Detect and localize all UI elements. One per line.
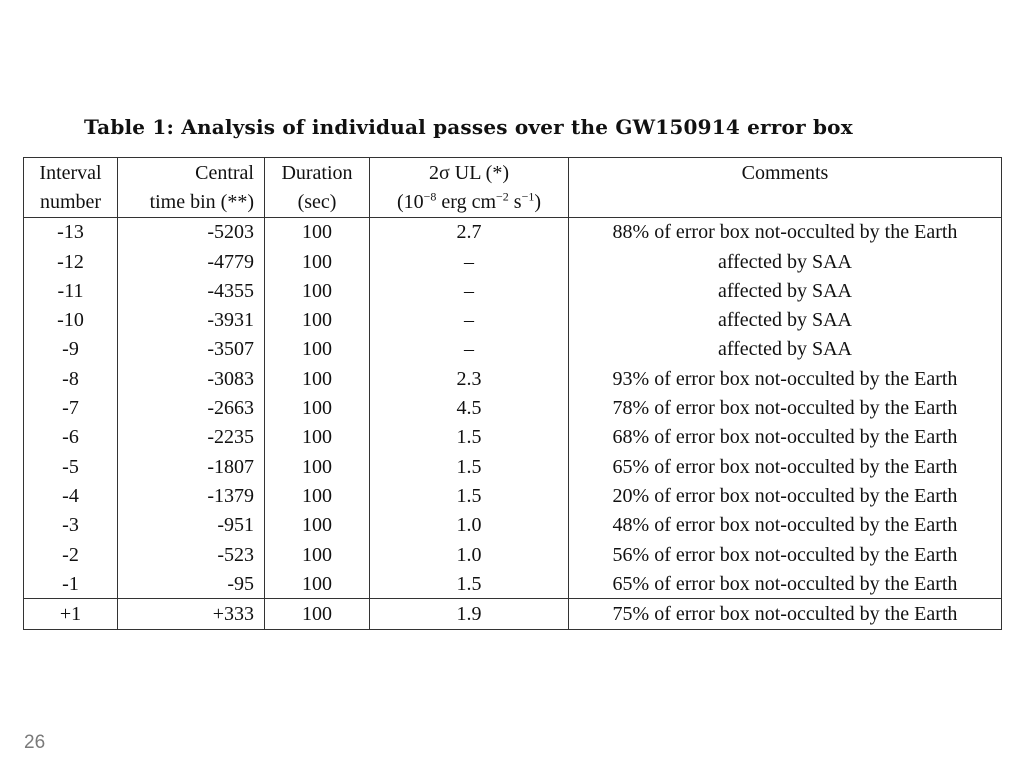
cell-duration: 100: [265, 569, 370, 599]
cell-interval: -8: [24, 364, 118, 393]
cell-time-bin: -3083: [118, 364, 265, 393]
results-table: [23, 157, 1002, 630]
cell-upper-limit: –: [370, 335, 569, 364]
cell-comment: 65% of error box not-occulted by the Earth: [569, 569, 1002, 599]
cell-interval: -5: [24, 452, 118, 481]
units-s: s: [508, 190, 522, 213]
cell-interval: -7: [24, 393, 118, 422]
cell-time-bin: -4355: [118, 276, 265, 305]
cell-duration: 100: [265, 335, 370, 364]
header-central-sub: time bin (**): [118, 187, 265, 217]
cell-interval: -9: [24, 335, 118, 364]
cell-upper-limit: 1.0: [370, 540, 569, 569]
header-comments: Comments: [569, 158, 1002, 188]
cell-duration: 100: [265, 481, 370, 510]
cell-duration: 100: [265, 599, 370, 629]
cell-time-bin: -951: [118, 511, 265, 540]
cell-interval: -2: [24, 540, 118, 569]
table-row: [24, 511, 1002, 540]
cell-time-bin: -1807: [118, 452, 265, 481]
header-interval: Interval: [24, 158, 118, 188]
cell-time-bin: -2235: [118, 423, 265, 452]
units-suffix: ): [534, 190, 542, 213]
cell-duration: 100: [265, 247, 370, 276]
cell-comment: 78% of error box not-occulted by the Earth: [569, 393, 1002, 422]
cell-upper-limit: 2.7: [370, 217, 569, 247]
cell-comment: affected by SAA: [569, 276, 1002, 305]
cell-upper-limit: –: [370, 305, 569, 334]
cell-comment: 48% of error box not-occulted by the Earth: [569, 511, 1002, 540]
cell-interval: -13: [24, 217, 118, 247]
cell-time-bin: -1379: [118, 481, 265, 510]
header-central: Central: [118, 158, 265, 188]
cell-comment: affected by SAA: [569, 305, 1002, 334]
page-number: 26: [24, 732, 46, 753]
cell-upper-limit: 1.5: [370, 481, 569, 510]
header-row: [24, 158, 1002, 188]
cell-comment: 93% of error box not-occulted by the Earth: [569, 364, 1002, 393]
cell-interval: -6: [24, 423, 118, 452]
cell-time-bin: -523: [118, 540, 265, 569]
cell-upper-limit: 1.9: [370, 599, 569, 629]
cell-duration: 100: [265, 364, 370, 393]
cell-duration: 100: [265, 540, 370, 569]
cell-interval: -12: [24, 247, 118, 276]
cell-interval: +1: [24, 599, 118, 629]
cell-duration: 100: [265, 217, 370, 247]
cell-time-bin: -3507: [118, 335, 265, 364]
cell-duration: 100: [265, 452, 370, 481]
cell-upper-limit: –: [370, 247, 569, 276]
header-duration-sub: (sec): [265, 187, 370, 217]
cell-interval: -3: [24, 511, 118, 540]
table-row: [24, 247, 1002, 276]
cell-time-bin: -3931: [118, 305, 265, 334]
cell-upper-limit: 1.5: [370, 569, 569, 599]
cell-time-bin: -95: [118, 569, 265, 599]
units-exp-1: −8: [423, 189, 437, 204]
cell-upper-limit: –: [370, 276, 569, 305]
cell-upper-limit: 1.0: [370, 511, 569, 540]
cell-comment: 75% of error box not-occulted by the Earth: [569, 599, 1002, 629]
table-row: [24, 540, 1002, 569]
units-prefix: (10: [396, 190, 424, 213]
cell-upper-limit: 1.5: [370, 452, 569, 481]
cell-interval: -4: [24, 481, 118, 510]
table-row: [24, 393, 1002, 422]
cell-time-bin: -2663: [118, 393, 265, 422]
table-row: [24, 335, 1002, 364]
units-exp-3: −1: [521, 189, 535, 204]
cell-upper-limit: 1.5: [370, 423, 569, 452]
header-row-2: [24, 187, 1002, 217]
table-row: [24, 452, 1002, 481]
cell-interval: -10: [24, 305, 118, 334]
units-mid: erg cm: [436, 190, 497, 213]
cell-upper-limit: 2.3: [370, 364, 569, 393]
table-row: [24, 569, 1002, 599]
cell-comment: 20% of error box not-occulted by the Earth: [569, 481, 1002, 510]
header-ul: 2σ UL (*): [370, 158, 569, 188]
cell-comment: affected by SAA: [569, 247, 1002, 276]
cell-time-bin: -5203: [118, 217, 265, 247]
table-row: [24, 599, 1002, 629]
header-interval-sub: number: [24, 187, 118, 217]
table-row: [24, 364, 1002, 393]
table-row: [24, 217, 1002, 247]
cell-interval: -11: [24, 276, 118, 305]
table-row: [24, 276, 1002, 305]
units-exp-2: −2: [496, 189, 509, 204]
cell-comment: affected by SAA: [569, 335, 1002, 364]
cell-duration: 100: [265, 393, 370, 422]
cell-time-bin: +333: [118, 599, 265, 629]
header-duration: Duration: [265, 158, 370, 188]
cell-duration: 100: [265, 423, 370, 452]
cell-duration: 100: [265, 511, 370, 540]
cell-comment: 88% of error box not-occulted by the Earth: [569, 217, 1002, 247]
table-row: [24, 481, 1002, 510]
cell-time-bin: -4779: [118, 247, 265, 276]
cell-comment: 56% of error box not-occulted by the Earth: [569, 540, 1002, 569]
cell-interval: -1: [24, 569, 118, 599]
cell-duration: 100: [265, 276, 370, 305]
table-row: [24, 423, 1002, 452]
cell-comment: 65% of error box not-occulted by the Earth: [569, 452, 1002, 481]
header-comments-sub: [569, 187, 1002, 217]
cell-comment: 68% of error box not-occulted by the Earth: [569, 423, 1002, 452]
cell-duration: 100: [265, 305, 370, 334]
header-ul-units: [370, 187, 569, 217]
cell-upper-limit: 4.5: [370, 393, 569, 422]
table-row: [24, 305, 1002, 334]
table-caption: Table 1: Analysis of individual passes over the GW150914 error box: [84, 115, 853, 139]
